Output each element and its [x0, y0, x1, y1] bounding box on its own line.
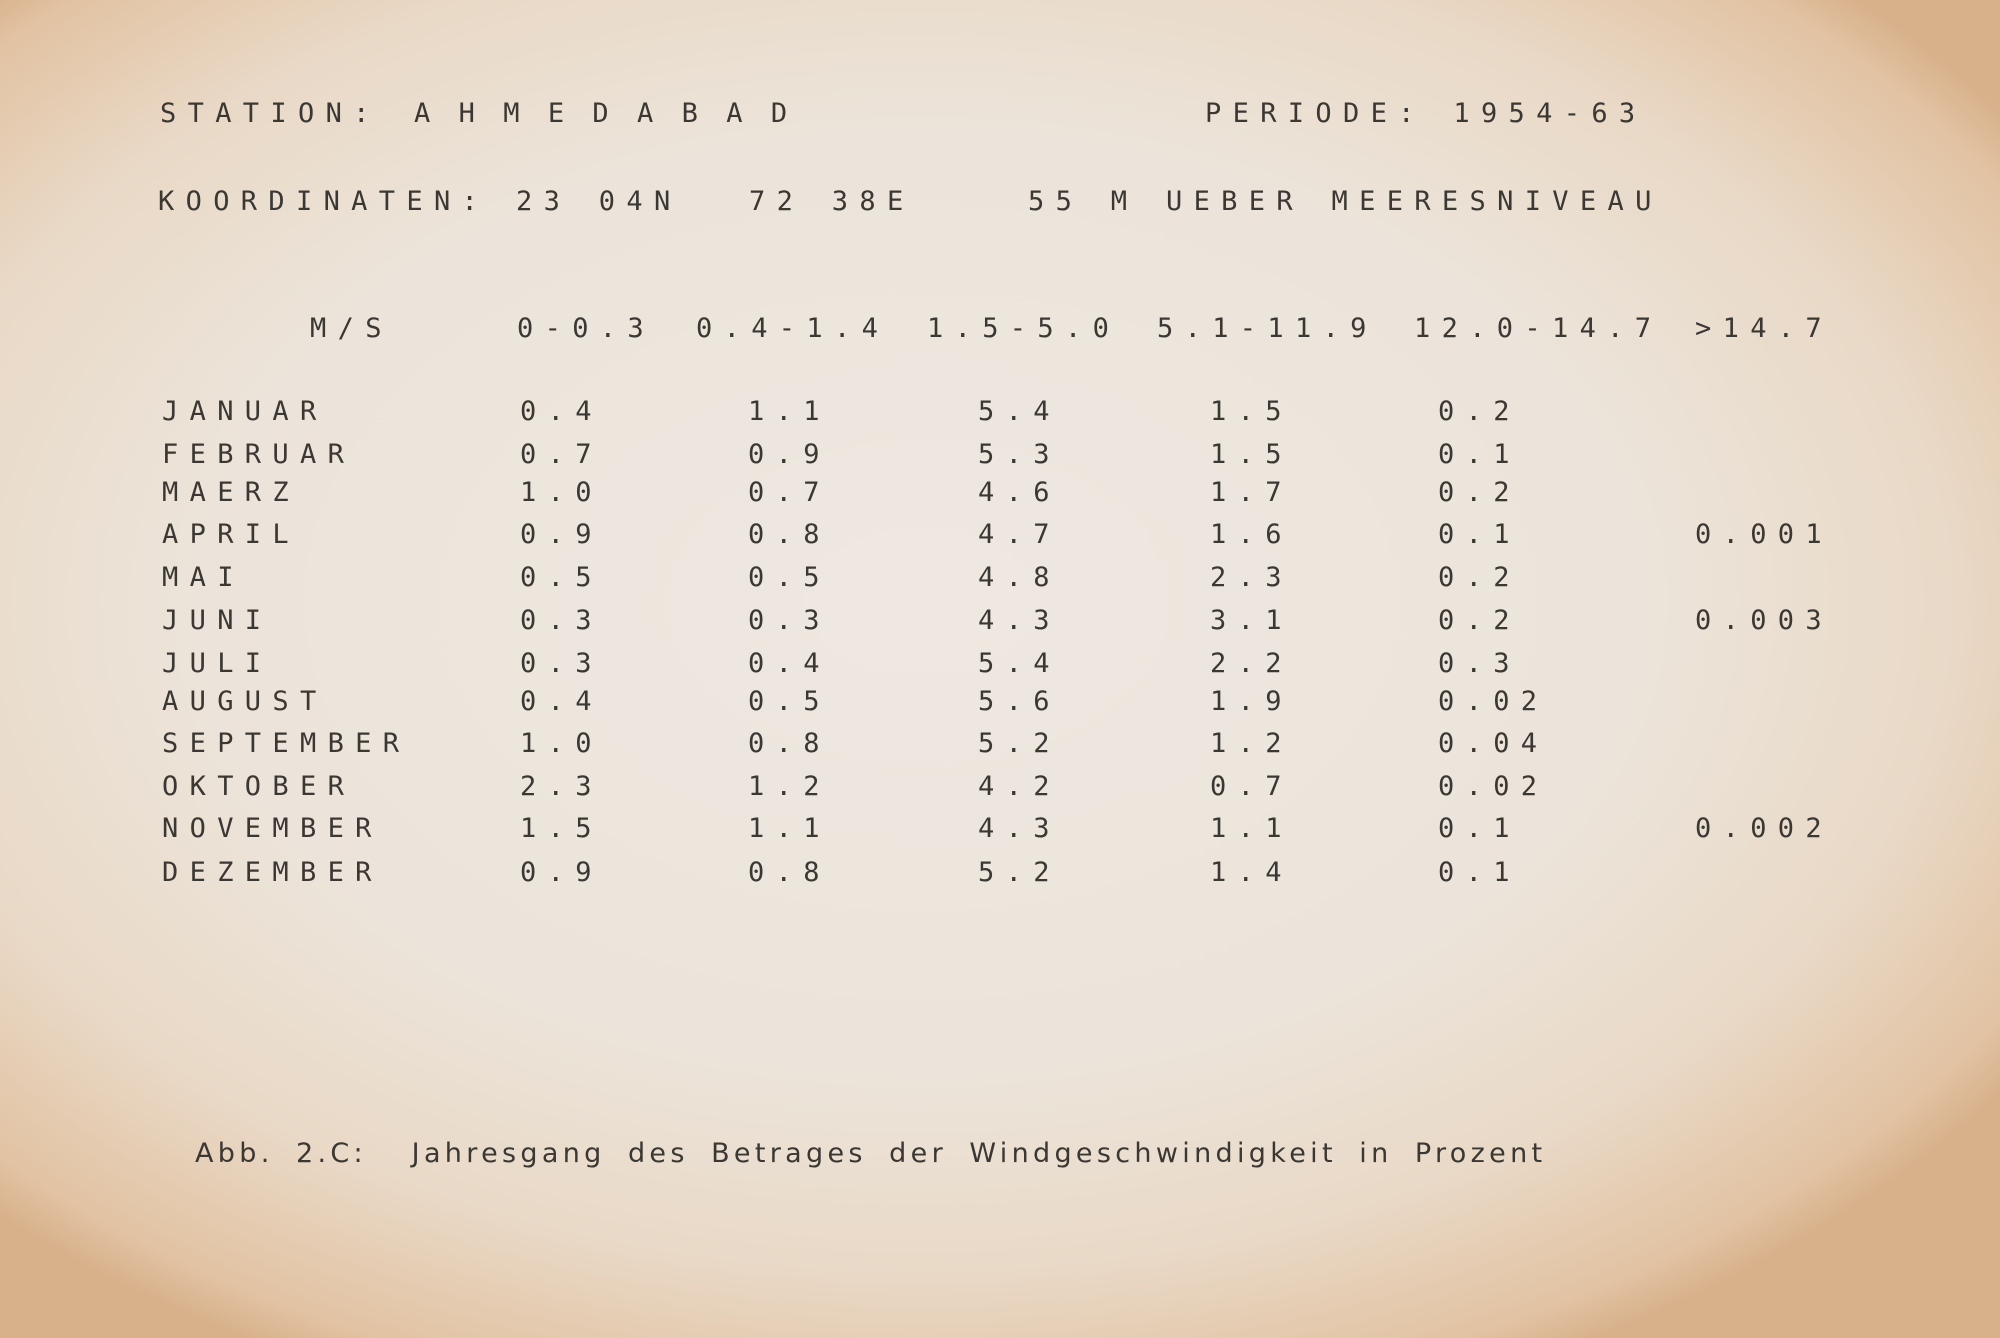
table-cell: 1.1 — [748, 396, 831, 427]
row-month: JANUAR — [162, 396, 328, 427]
unit-label: M/S — [310, 313, 393, 344]
table-cell: 0.9 — [520, 519, 603, 550]
row-month: APRIL — [162, 519, 300, 550]
table-cell: 5.6 — [978, 686, 1061, 717]
table-cell: 0.1 — [1438, 439, 1521, 470]
table-cell: 0.3 — [520, 605, 603, 636]
station-label: STATION: — [160, 98, 381, 129]
table-cell: 1.6 — [1210, 519, 1293, 550]
column-header: 12.0-14.7 — [1414, 313, 1663, 344]
row-month: OKTOBER — [162, 771, 356, 802]
row-month: SEPTEMBER — [162, 728, 411, 759]
table-cell: 4.6 — [978, 477, 1061, 508]
table-cell: 0.2 — [1438, 477, 1521, 508]
table-cell: 1.1 — [748, 813, 831, 844]
table-cell: 0.3 — [748, 605, 831, 636]
column-header: 5.1-11.9 — [1157, 313, 1378, 344]
table-cell: 0.3 — [520, 648, 603, 679]
table-cell: 0.8 — [748, 728, 831, 759]
table-cell: 0.4 — [520, 396, 603, 427]
table-cell: 0.1 — [1438, 519, 1521, 550]
coordinates-label: KOORDINATEN: — [158, 186, 490, 217]
table-cell: 4.3 — [978, 605, 1061, 636]
table-cell: 5.4 — [978, 396, 1061, 427]
elevation: 55 M UEBER MEERESNIVEAU — [1028, 186, 1663, 217]
table-cell: 1.7 — [1210, 477, 1293, 508]
row-month: NOVEMBER — [162, 813, 383, 844]
table-cell: 1.5 — [1210, 396, 1293, 427]
table-cell: 4.8 — [978, 562, 1061, 593]
table-cell: 0.04 — [1438, 728, 1549, 759]
table-cell: 0.9 — [520, 857, 603, 888]
table-cell: 2.2 — [1210, 648, 1293, 679]
figure-caption: Abb. 2.C: Jahresgang des Betrages der Windgeschwindigkeit in Prozent — [195, 1138, 1547, 1169]
table-cell: 0.4 — [748, 648, 831, 679]
column-header: >14.7 — [1695, 313, 1833, 344]
row-month: JUNI — [162, 605, 273, 636]
table-cell: 3.1 — [1210, 605, 1293, 636]
table-cell: 0.8 — [748, 857, 831, 888]
column-header: 1.5-5.0 — [927, 313, 1121, 344]
table-cell: 0.1 — [1438, 857, 1521, 888]
table-cell: 1.5 — [520, 813, 603, 844]
table-cell: 0.2 — [1438, 605, 1521, 636]
period-label: PERIODE: 1954-63 — [1205, 98, 1647, 129]
table-cell: 0.4 — [520, 686, 603, 717]
table-cell: 4.7 — [978, 519, 1061, 550]
table-cell: 0.02 — [1438, 686, 1549, 717]
table-cell: 1.5 — [1210, 439, 1293, 470]
table-cell: 1.9 — [1210, 686, 1293, 717]
table-cell: 1.0 — [520, 477, 603, 508]
table-cell: 0.7 — [748, 477, 831, 508]
table-cell: 5.2 — [978, 857, 1061, 888]
longitude: 72 38E — [749, 186, 915, 217]
table-cell: 0.5 — [748, 686, 831, 717]
table-cell: 0.2 — [1438, 562, 1521, 593]
table-cell: 0.2 — [1438, 396, 1521, 427]
row-month: MAERZ — [162, 477, 300, 508]
station-name: AHMEDABAD — [414, 98, 816, 129]
table-cell: 0.5 — [520, 562, 603, 593]
table-cell: 0.003 — [1695, 605, 1833, 636]
table-cell: 2.3 — [520, 771, 603, 802]
row-month: AUGUST — [162, 686, 328, 717]
table-cell: 0.7 — [520, 439, 603, 470]
table-cell: 0.8 — [748, 519, 831, 550]
table-cell: 0.9 — [748, 439, 831, 470]
table-cell: 4.3 — [978, 813, 1061, 844]
table-cell: 0.3 — [1438, 648, 1521, 679]
table-cell: 5.4 — [978, 648, 1061, 679]
table-cell: 1.1 — [1210, 813, 1293, 844]
row-month: DEZEMBER — [162, 857, 383, 888]
latitude: 23 04N — [516, 186, 682, 217]
table-cell: 5.3 — [978, 439, 1061, 470]
table-cell: 2.3 — [1210, 562, 1293, 593]
table-cell: 1.4 — [1210, 857, 1293, 888]
row-month: FEBRUAR — [162, 439, 356, 470]
table-cell: 0.7 — [1210, 771, 1293, 802]
table-cell: 4.2 — [978, 771, 1061, 802]
table-cell: 0.001 — [1695, 519, 1833, 550]
table-cell: 0.002 — [1695, 813, 1833, 844]
table-cell: 0.02 — [1438, 771, 1549, 802]
table-cell: 1.2 — [748, 771, 831, 802]
table-cell: 1.2 — [1210, 728, 1293, 759]
row-month: MAI — [162, 562, 245, 593]
column-header: 0-0.3 — [517, 313, 655, 344]
row-month: JULI — [162, 648, 273, 679]
table-cell: 1.0 — [520, 728, 603, 759]
table-cell: 5.2 — [978, 728, 1061, 759]
table-cell: 0.1 — [1438, 813, 1521, 844]
column-header: 0.4-1.4 — [696, 313, 890, 344]
table-cell: 0.5 — [748, 562, 831, 593]
